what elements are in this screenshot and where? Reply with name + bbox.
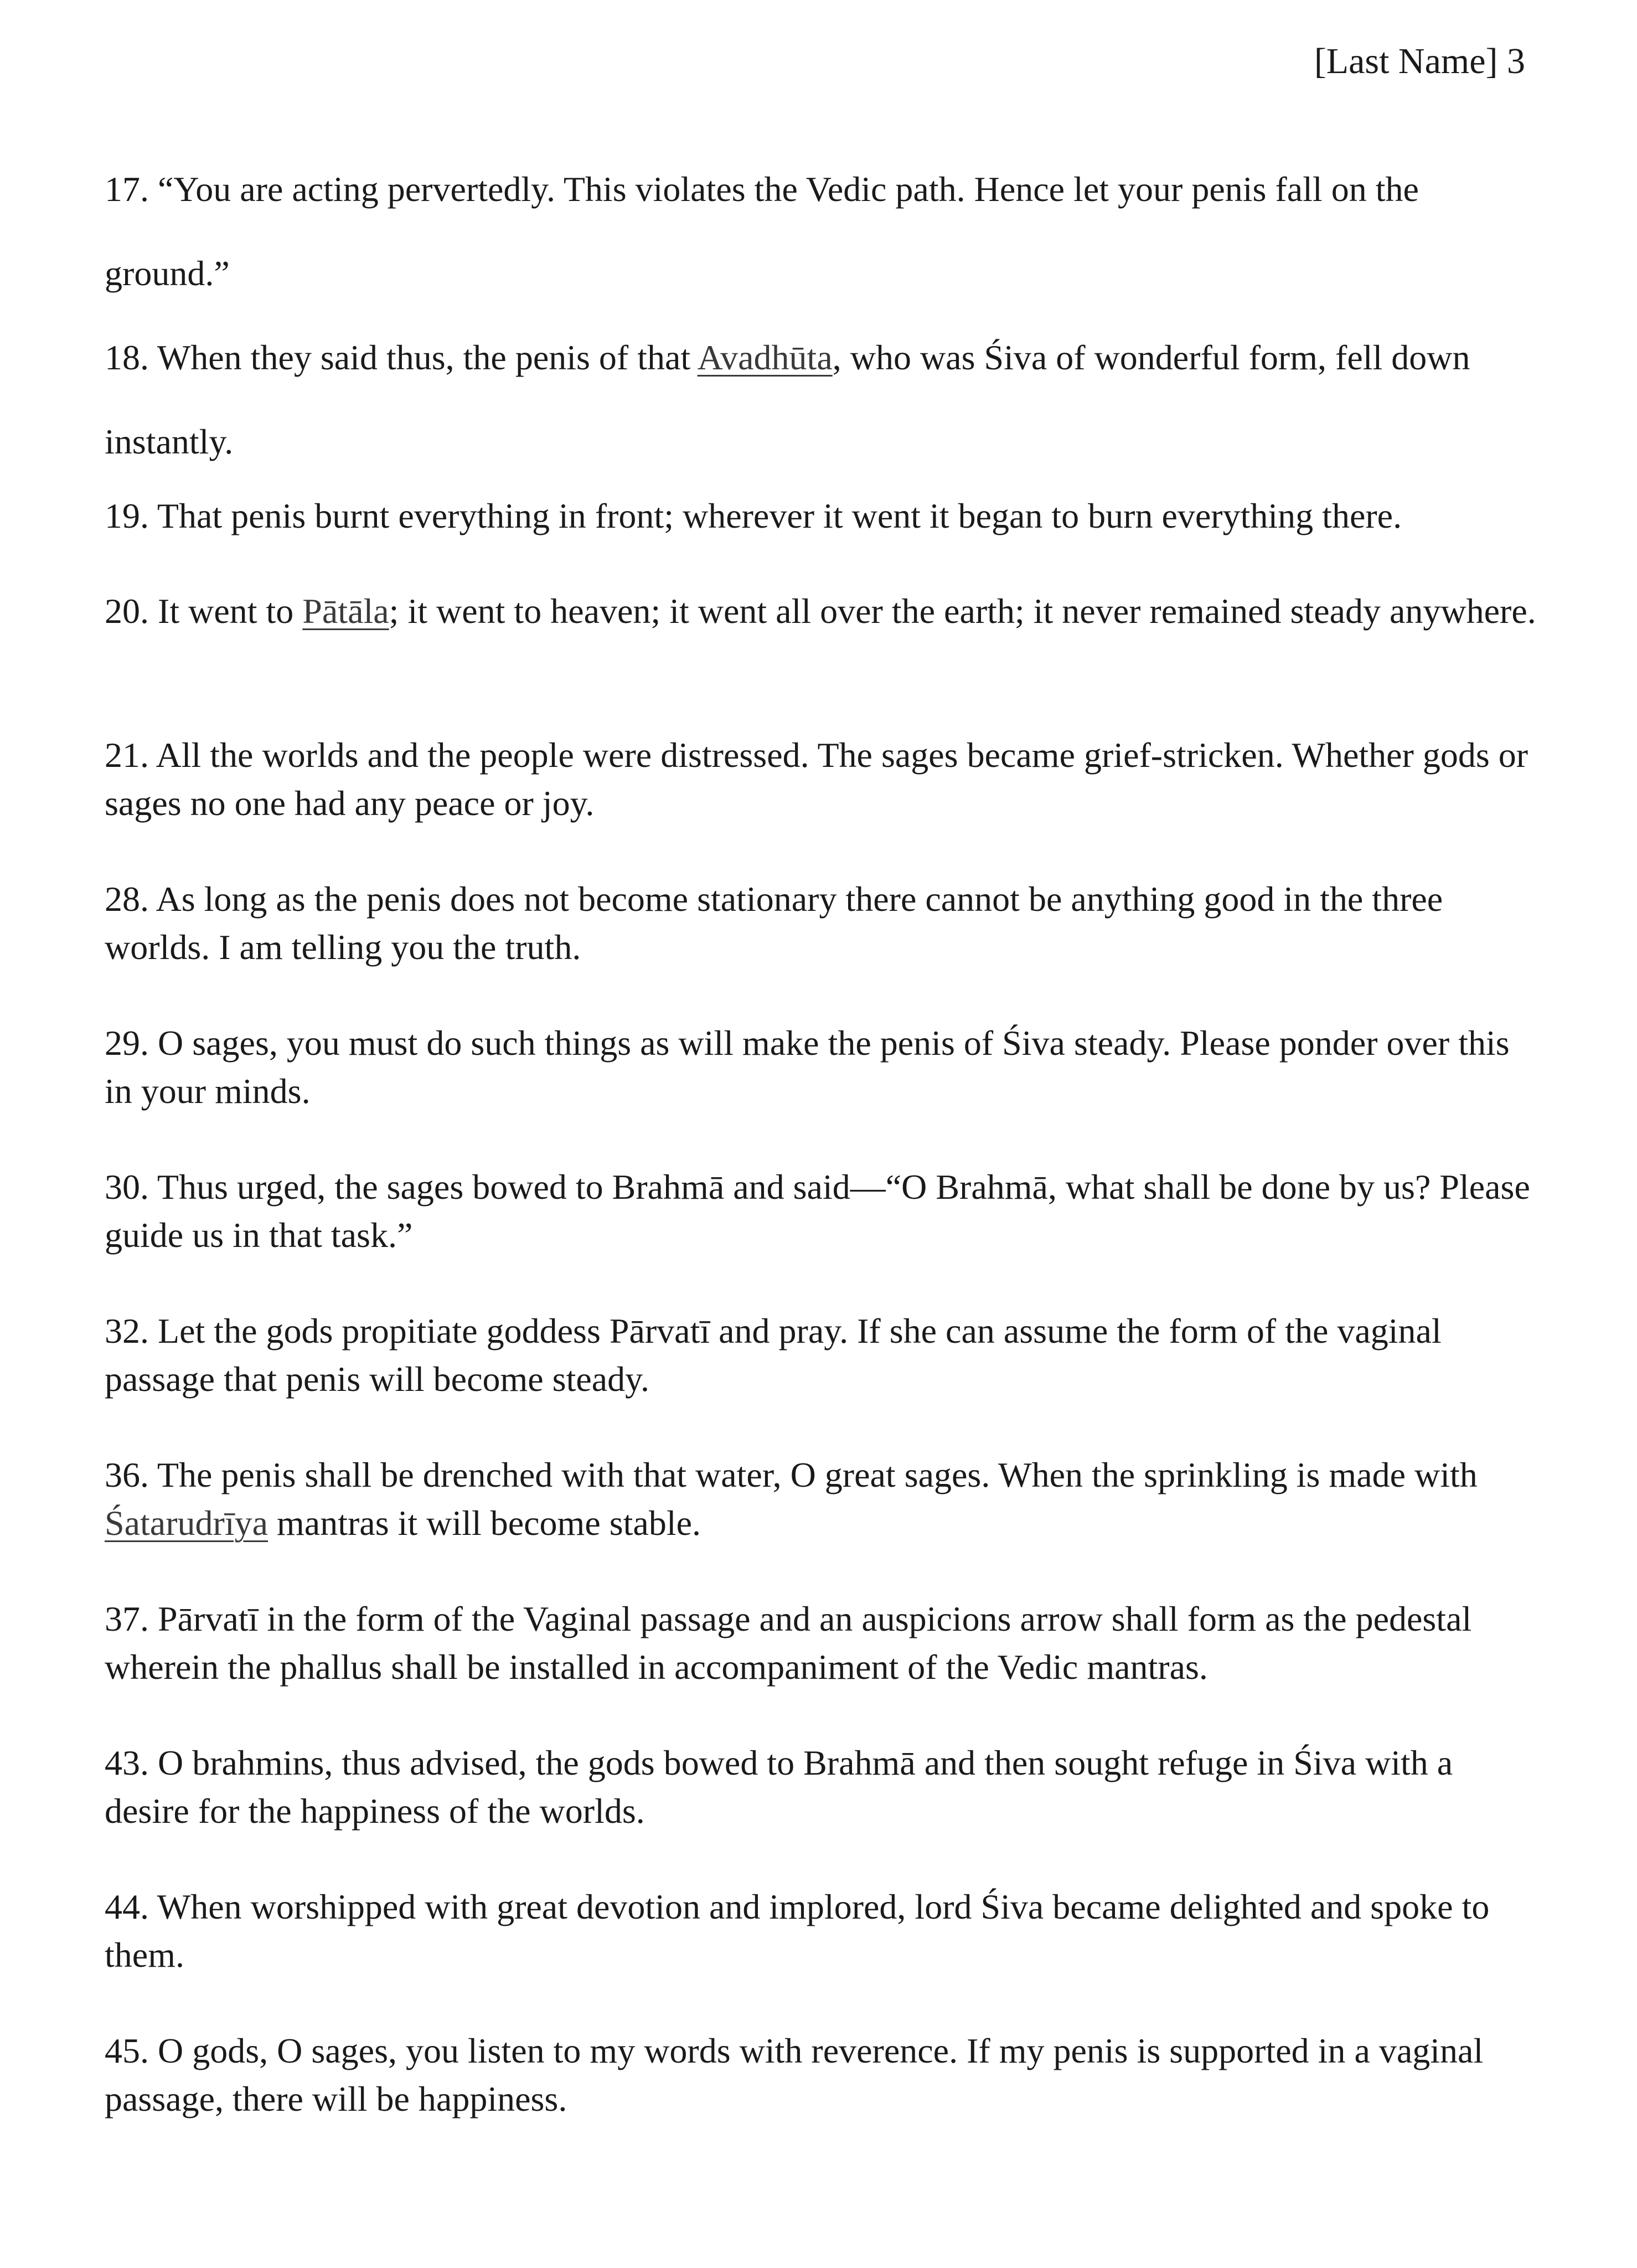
verse-number: 19.: [105, 496, 149, 535]
paragraph-30: [105, 1163, 1538, 1259]
paragraph-17: [105, 147, 1538, 316]
verse-text: Pārvatī in the form of the Vaginal passage and an auspicions arrow shall form as the pedestal wherein the phallus shall be installed in accompaniment of the Vedic mantras.: [105, 1599, 1472, 1687]
verse-number: 18.: [105, 338, 149, 377]
term-link-avadhuta[interactable]: Avadhūta: [697, 338, 833, 377]
paragraph-36: [105, 1451, 1538, 1547]
verse-number: 17.: [105, 169, 149, 209]
verse-text: O brahmins, thus advised, the gods bowed to Brahmā and then sought refuge in Śiva with a desire for the happiness of the worlds.: [105, 1743, 1453, 1831]
verse-number: 37.: [105, 1599, 149, 1638]
verse-number: 30.: [105, 1167, 149, 1207]
paragraph-45: [105, 2027, 1538, 2123]
verse-text: As long as the penis does not become stationary there cannot be anything good in the three worlds. I am telling you the truth.: [105, 879, 1443, 967]
paragraph-28: [105, 875, 1538, 971]
verse-text: O sages, you must do such things as will make the penis of Śiva steady. Please ponder over this in your minds.: [105, 1023, 1510, 1111]
verse-text: “You are acting pervertedly. This violates the Vedic path. Hence let your penis fall on the ground.”: [105, 169, 1419, 293]
paragraph-19: [105, 492, 1538, 540]
verse-number: 36.: [105, 1455, 149, 1494]
verse-number: 32.: [105, 1311, 149, 1351]
term-link-patala[interactable]: Pātāla: [302, 591, 389, 631]
verse-text: , who was Śiva of wonderful form, fell down instantly.: [105, 338, 1470, 461]
paragraph-37: [105, 1595, 1538, 1691]
verse-number: 20.: [105, 591, 149, 631]
paragraph-18: [105, 316, 1538, 484]
verse-number: 45.: [105, 2031, 149, 2070]
verse-number: 29.: [105, 1023, 149, 1063]
verse-number: 28.: [105, 879, 149, 919]
paragraph-44: [105, 1883, 1538, 1979]
verse-text: When worshipped with great devotion and implored, lord Śiva became delighted and spoke to them.: [105, 1887, 1490, 1975]
paragraph-29: [105, 1019, 1538, 1115]
verse-number: 43.: [105, 1743, 149, 1782]
verse-text: ; it went to heaven; it went all over the earth; it never remained steady anywhere.: [389, 591, 1536, 631]
paragraph-20: [105, 587, 1538, 635]
verse-text: mantras it will become stable.: [268, 1503, 701, 1543]
page-header: [Last Name] 3: [1314, 41, 1525, 81]
paragraph-32: [105, 1307, 1538, 1403]
verse-number: 21.: [105, 735, 149, 775]
paragraph-21: [105, 731, 1538, 827]
verse-text: The penis shall be drenched with that water, O great sages. When the sprinkling is made with: [157, 1455, 1478, 1494]
verse-text: All the worlds and the people were distressed. The sages became grief-stricken. Whether gods or sages no one had any peace or joy.: [105, 735, 1528, 823]
term-link-satarudriya[interactable]: Śatarudrīya: [105, 1503, 268, 1543]
verse-text: Let the gods propitiate goddess Pārvatī and pray. If she can assume the form of the vaginal passage that penis will become steady.: [105, 1311, 1442, 1399]
paragraph-43: [105, 1739, 1538, 1835]
verse-text: O gods, O sages, you listen to my words with reverence. If my penis is supported in a vaginal passage, there will be happiness.: [105, 2031, 1484, 2118]
verse-text: Thus urged, the sages bowed to Brahmā and said—“O Brahmā, what shall be done by us? Please guide us in that task.”: [105, 1167, 1530, 1255]
verse-text: It went to: [158, 591, 303, 631]
verse-number: 44.: [105, 1887, 149, 1926]
verse-text: When they said thus, the penis of that: [157, 338, 698, 377]
verse-text: That penis burnt everything in front; wherever it went it began to burn everything there.: [157, 496, 1402, 535]
